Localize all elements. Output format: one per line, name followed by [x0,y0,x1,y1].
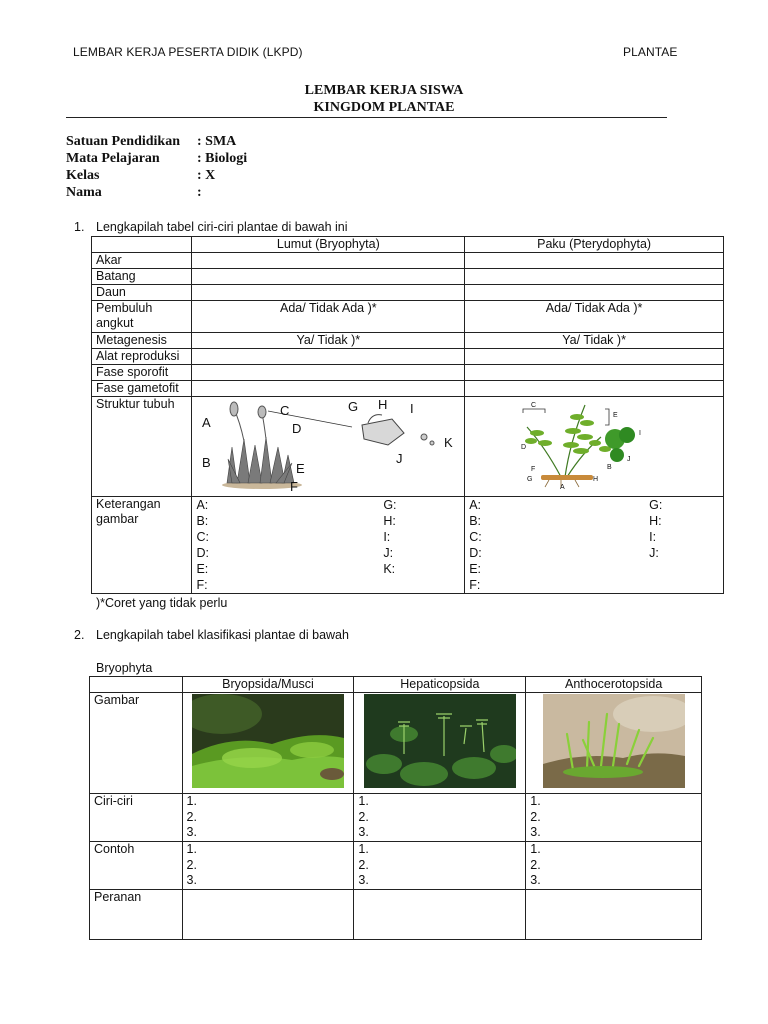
bracket-shape [605,409,609,425]
key-item: D: [469,546,482,560]
list-item: 3. [186,825,197,839]
header-cell-musci: Bryopsida/Musci [182,677,354,693]
row-label: Contoh [90,842,183,890]
question-2 [74,628,349,642]
moss-key-list [196,497,460,593]
title-rule [66,117,667,118]
list-item: 1. [358,842,369,856]
diagram-letter-c: C [280,403,290,418]
answer-cell[interactable] [354,890,526,940]
header-cell-hepaticopsida: Hepaticopsida [354,677,526,693]
answer-cell[interactable] [182,890,354,940]
list-item: 1. [186,794,197,808]
table-row [92,285,724,301]
prothallus-shape [619,427,635,443]
info-label: Mata Pelajaran [66,151,160,166]
key-item: C: [196,530,209,544]
key-item: B: [469,514,482,528]
diagram-letter-h: H [378,397,388,412]
diagram-letter-a: A [560,484,565,491]
answer-cell[interactable] [526,842,702,890]
table-row [92,301,724,333]
spore-shape [430,441,434,445]
row-label: Peranan [90,890,183,940]
question-text: Lengkapilah tabel klasifikasi plantae di bawah [96,628,349,642]
key-item: A: [469,498,482,512]
row-label: Fase sporofit [92,365,192,381]
table-row [92,269,724,285]
list-item: 2. [186,857,197,872]
musci-image-cell [182,693,354,794]
diagram-letter-f: F [531,466,536,473]
list-item: 3. [530,825,541,839]
title-line-1: LEMBAR KERJA SISWA [304,83,464,98]
diagram-letter-c: C [531,402,537,409]
answer-cell[interactable] [182,794,354,842]
moss-diagram-cell [192,397,465,497]
answer-cell[interactable] [182,842,354,890]
answer-cell[interactable] [354,842,526,890]
question-number: 1. [74,220,85,234]
answer-cell-fern[interactable]: Ada/ Tidak Ada )* [465,301,724,333]
diagram-letter-f: F [290,479,299,492]
table-row [92,349,724,365]
fern-diagram-cell [465,397,724,497]
info-value: : Biologi [197,151,248,166]
diagram-letter-d: D [521,444,527,451]
anthocerotopsida-photo [543,694,685,788]
key-item: C: [469,530,482,544]
student-info [66,133,247,201]
key-item: G: [383,498,397,512]
table-row [92,365,724,381]
subheading: Bryophyta [96,661,153,675]
capsule-shape [258,406,266,418]
info-row-name [66,184,247,201]
key-item: J: [383,546,394,560]
answer-cell-fern[interactable]: Ya/ Tidak )* [465,333,724,349]
question-number: 2. [74,628,85,642]
header-cell-fern: Paku (Pterydophyta) [465,237,724,253]
answer-cell-moss[interactable] [192,269,465,285]
row-label: Ciri-ciri [90,794,183,842]
table-header-row [90,677,702,693]
info-value: : [197,185,202,200]
row-label: Struktur tubuh [92,397,192,497]
diagram-letter-a: A [202,415,212,430]
answer-cell[interactable] [526,890,702,940]
structure-row [92,397,724,497]
fern-stems [527,405,601,477]
row-label: Alat reproduksi [92,349,192,365]
answer-cell-moss[interactable]: Ada/ Tidak Ada )* [192,301,465,333]
diagram-letter-e: E [613,412,618,419]
list-item: 1. [530,842,541,856]
header-cell-empty [90,677,183,693]
key-item: D: [196,546,209,560]
row-label: Metagenesis [92,333,192,349]
answer-cell-moss[interactable] [192,285,465,301]
answer-cell-moss[interactable] [192,381,465,397]
list-item: 2. [358,857,369,872]
keterangan-row [92,497,724,594]
key-item [594,561,719,577]
fern-key-list [469,497,719,593]
key-item: H: [383,514,396,528]
diagram-letter-g: G [527,476,533,483]
spore-shape [421,434,427,440]
list-item: 3. [358,825,369,839]
info-label: Kelas [66,168,100,183]
row-label: Daun [92,285,192,301]
diagram-letter-h: H [593,476,599,483]
key-item: F: [196,578,208,592]
table-row [90,794,702,842]
diagram-letter-j: J [627,456,631,463]
prothallus-shape [610,448,624,462]
header-cell-empty [92,237,192,253]
answer-cell-moss[interactable] [192,253,465,269]
musci-photo [192,694,344,788]
info-label: Satuan Pendidikan [66,134,180,149]
key-item: G: [649,498,663,512]
image-row [90,693,702,794]
bryophyta-classification-table [89,676,702,940]
row-label: Batang [92,269,192,285]
fern-pinnae [525,414,611,454]
diagram-letter-e: E [296,461,306,476]
diagram-letter-i: I [410,401,415,416]
header-cell-anthocerotopsida: Anthocerotopsida [526,677,702,693]
list-item: 2. [186,809,197,824]
table-row [90,890,702,940]
question-1 [74,220,348,234]
header-cell-moss: Lumut (Bryophyta) [192,237,465,253]
list-item: 3. [358,873,369,887]
answer-cell-fern[interactable] [465,269,724,285]
moss-key-cell[interactable] [192,497,465,594]
diagram-letter-b: B [607,464,612,471]
row-label: Fase gametofit [92,381,192,397]
key-item: J: [649,546,659,560]
question-text: Lengkapilah tabel ciri-ciri plantae di bawah ini [96,220,348,234]
diagram-letter-d: D [292,421,302,436]
table-row [92,333,724,349]
diagram-letter-g: G [348,399,359,414]
list-item: 2. [530,809,541,824]
bracket-shape [523,409,545,413]
row-label: Pembuluh angkut [92,301,192,333]
answer-cell-moss[interactable]: Ya/ Tidak )* [192,333,465,349]
row-label: Gambar [90,693,183,794]
answer-cell-fern[interactable] [465,253,724,269]
hepaticopsida-photo [364,694,516,788]
title-line-2: KINGDOM PLANTAE [313,100,455,115]
answer-cell-fern[interactable] [465,285,724,301]
hepaticopsida-image-cell [354,693,526,794]
info-row-subject [66,150,247,167]
key-item: I: [383,530,391,544]
answer-cell[interactable] [526,794,702,842]
diagram-letter-j: J [396,451,403,466]
header-right: PLANTAE [623,45,678,59]
moss-leaves [227,437,294,483]
info-label: Nama [66,185,102,200]
moss-structure-diagram [192,397,462,492]
footnote: )*Coret yang tidak perlu [96,596,228,610]
diagram-letter-b: B [202,455,212,470]
answer-cell-fern[interactable] [465,381,724,397]
diagram-letter-k: K [444,435,454,450]
rhizome-shape [541,475,593,480]
anthocerotopsida-image-cell [526,693,702,794]
key-item [328,577,460,593]
list-item: 1. [358,794,369,808]
key-item: K: [383,562,396,576]
key-item: H: [649,514,662,528]
row-label: Keterangan gambar [92,497,192,594]
capsule-shape [230,402,238,416]
info-row-school [66,133,247,150]
table-row [90,842,702,890]
answer-cell-fern[interactable] [465,349,724,365]
header-left: LEMBAR KERJA PESERTA DIDIK (LKPD) [73,45,303,59]
key-item: B: [196,514,209,528]
fern-key-cell[interactable] [465,497,724,594]
key-item: E: [469,562,482,576]
diagram-letter-i: I [639,430,642,437]
key-item [594,577,719,593]
table-header-row [92,237,724,253]
answer-cell-fern[interactable] [465,365,724,381]
row-label: Akar [92,253,192,269]
key-item: F: [469,578,481,592]
key-item: I: [649,530,657,544]
answer-cell-moss[interactable] [192,349,465,365]
list-item: 3. [186,873,197,887]
info-row-class [66,167,247,184]
list-item: 1. [186,842,197,856]
fern-structure-diagram [465,397,721,492]
answer-cell[interactable] [354,794,526,842]
info-value: : SMA [197,134,237,149]
list-item: 2. [358,809,369,824]
list-item: 2. [530,857,541,872]
list-item: 1. [530,794,541,808]
key-item: E: [196,562,209,576]
plant-characteristics-table [91,236,724,594]
table-row [92,381,724,397]
key-item: A: [196,498,209,512]
info-value: : X [197,168,216,183]
answer-cell-moss[interactable] [192,365,465,381]
list-item: 3. [530,873,541,887]
table-row [92,253,724,269]
